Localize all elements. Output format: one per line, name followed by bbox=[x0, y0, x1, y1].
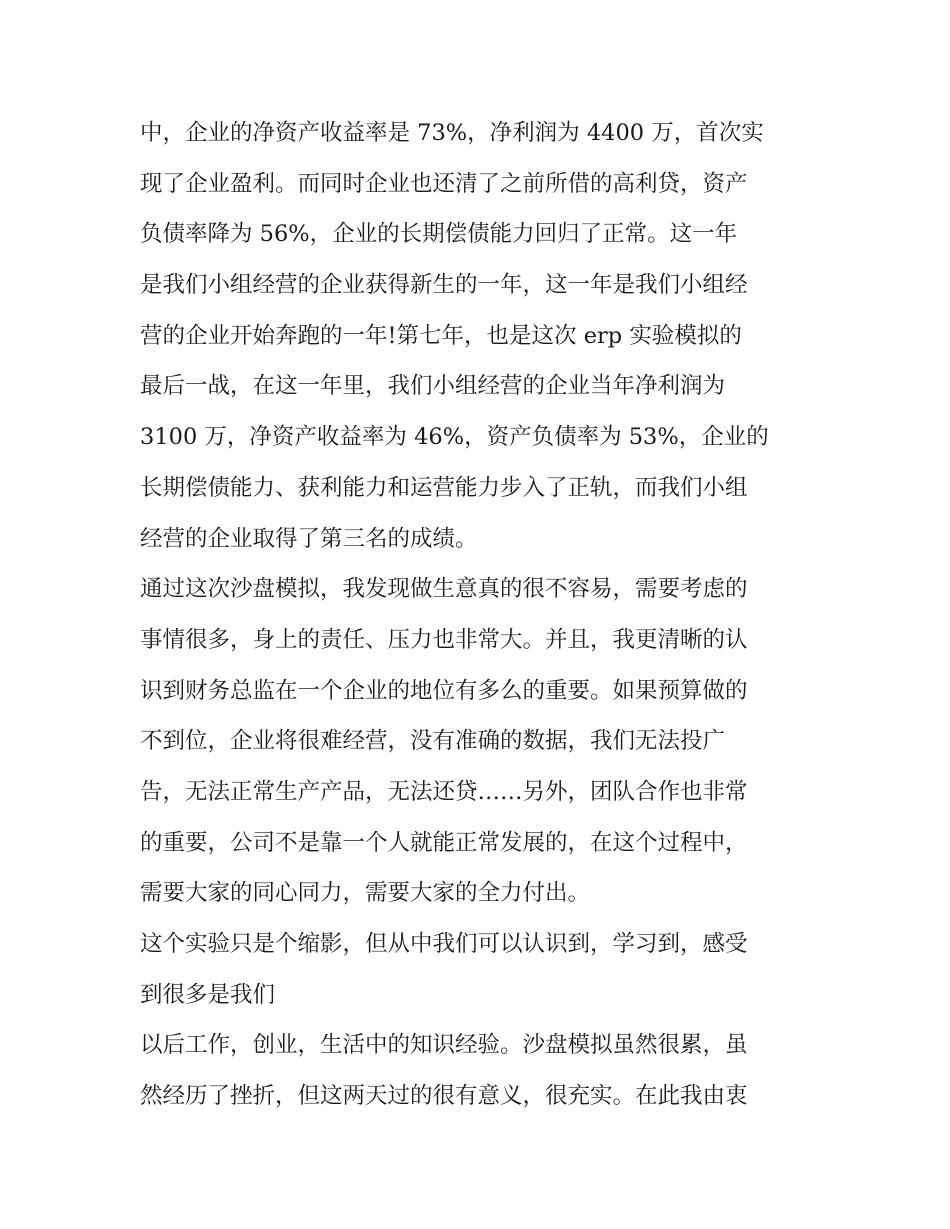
text-line: 中，企业的净资产收益率是 73%，净利润为 4400 万，首次实 bbox=[140, 120, 764, 146]
document-body bbox=[140, 108, 820, 1122]
text-line: 是我们小组经营的企业获得新生的一年，这一年是我们小组经 bbox=[140, 272, 748, 299]
text-line: 事情很多，身上的责任、压力也非常大。并且，我更清晰的认 bbox=[140, 626, 748, 653]
text-line: 这个实验只是个缩影，但从中我们可以认识到，学习到，感受 bbox=[140, 931, 748, 957]
text-line: 营的企业开始奔跑的一年!第七年，也是这次 erp 实验模拟的 bbox=[140, 322, 742, 349]
text-line: 需要大家的同心同力，需要大家的全力付出。 bbox=[140, 880, 591, 907]
text-line: 负债率降为 56%，企业的长期偿债能力回归了正常。这一年 bbox=[140, 221, 738, 248]
text-line: 的重要，公司不是靠一个人就能正常发展的，在这个过程中， bbox=[140, 829, 748, 856]
text-line: 到很多是我们 bbox=[140, 981, 276, 1008]
text-line: 长期偿债能力、获利能力和运营能力步入了正轨，而我们小组 bbox=[140, 474, 748, 501]
text-line: 不到位，企业将很难经营，没有准确的数据，我们无法投广 bbox=[140, 728, 726, 755]
text-line: 最后一战，在这一年里，我们小组经营的企业当年净利润为 bbox=[140, 373, 726, 400]
text-line: 以后工作，创业，生活中的知识经验。沙盘模拟虽然很累，虽 bbox=[140, 1032, 748, 1059]
text-line: 现了企业盈利。而同时企业也还清了之前所借的高利贷，资产 bbox=[140, 170, 748, 197]
text-line: 通过这次沙盘模拟，我发现做生意真的很不容易，需要考虑的 bbox=[140, 576, 748, 603]
text-line: 3100 万，净资产收益率为 46%，资产负债率为 53%，企业的 bbox=[140, 424, 769, 451]
text-line: 经营的企业取得了第三名的成绩。 bbox=[140, 525, 478, 552]
text-line: 然经历了挫折，但这两天过的很有意义，很充实。在此我由衷 bbox=[140, 1083, 748, 1110]
text-line: 告，无法正常生产产品，无法还贷……另外，团队合作也非常 bbox=[140, 778, 748, 805]
text-line: 识到财务总监在一个企业的地位有多么的重要。如果预算做的 bbox=[140, 677, 748, 704]
